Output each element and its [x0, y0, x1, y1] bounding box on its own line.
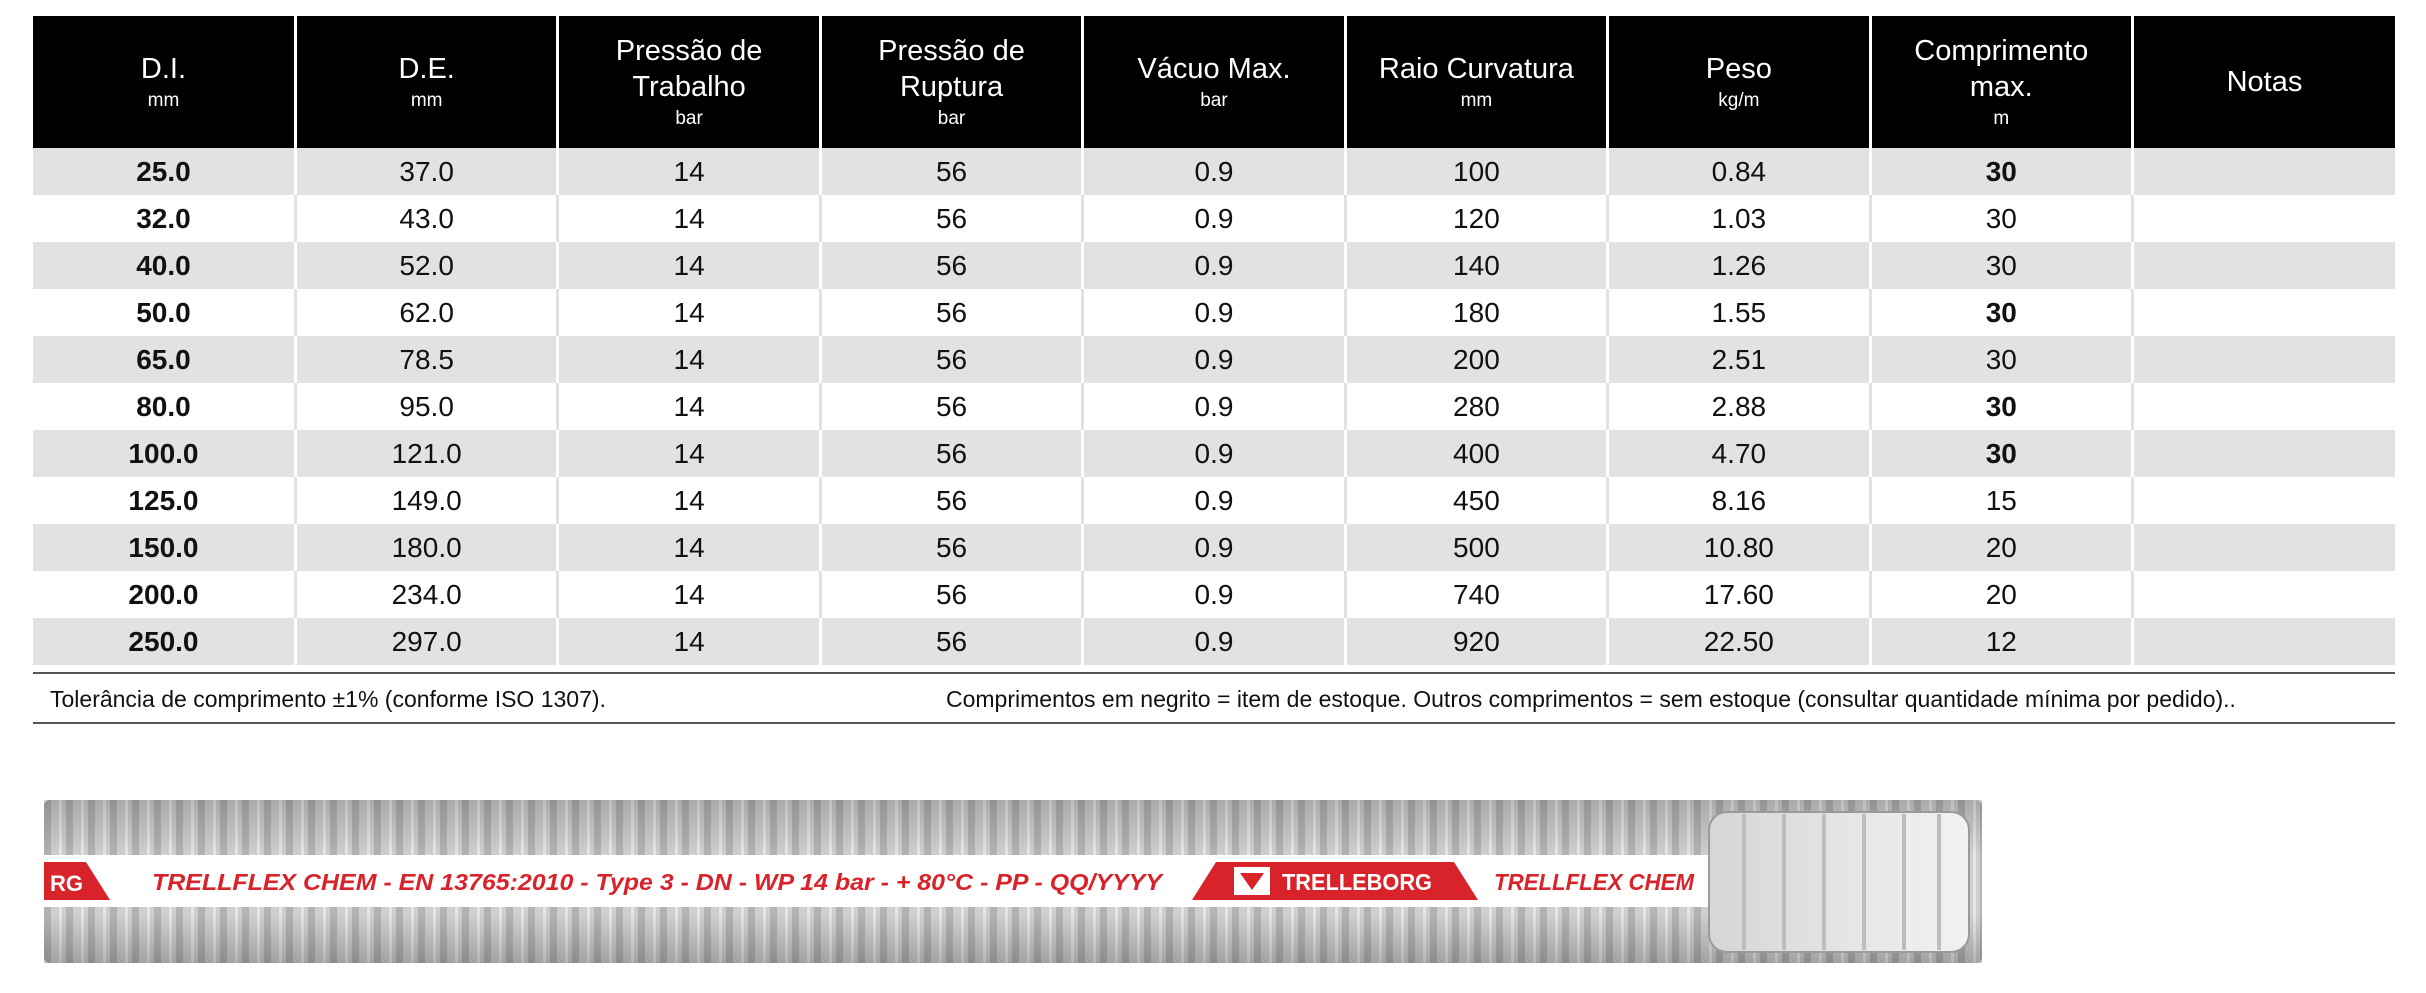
- trelleborg-logo-icon: [1234, 867, 1270, 895]
- outer-diameter-cell: 180.0: [295, 524, 557, 571]
- weight-cell: 22.50: [1608, 618, 1870, 665]
- max-length-cell: 20: [1870, 571, 2132, 618]
- burst-pressure-cell: 56: [820, 618, 1082, 665]
- max-length-cell: 30: [1870, 336, 2132, 383]
- burst-pressure-cell: 56: [820, 336, 1082, 383]
- column-header: [820, 16, 1082, 148]
- burst-pressure-cell: 56: [820, 430, 1082, 477]
- bend-radius-cell: 180: [1345, 289, 1607, 336]
- working-pressure-cell: 14: [558, 336, 820, 383]
- weight-cell: 2.51: [1608, 336, 1870, 383]
- outer-diameter-cell: 149.0: [295, 477, 557, 524]
- working-pressure-cell: 14: [558, 430, 820, 477]
- footnote-bottom-rule: [33, 722, 2395, 724]
- table-row: [33, 336, 2395, 383]
- column-header: [1870, 16, 2132, 148]
- table-row: [33, 430, 2395, 477]
- inner-diameter-cell: 50.0: [33, 289, 295, 336]
- column-header-unit: mm: [1460, 90, 1493, 111]
- table-body: [33, 148, 2395, 665]
- bend-radius-cell: 140: [1345, 242, 1607, 289]
- weight-cell: 1.26: [1608, 242, 1870, 289]
- weight-cell: 4.70: [1608, 430, 1870, 477]
- table-row: [33, 383, 2395, 430]
- notes-cell: [2133, 524, 2396, 571]
- column-header-unit: bar: [675, 108, 703, 129]
- outer-diameter-cell: 43.0: [295, 195, 557, 242]
- inner-diameter-cell: 25.0: [33, 148, 295, 195]
- bend-radius-cell: 450: [1345, 477, 1607, 524]
- column-header: [33, 16, 295, 148]
- column-header-label: Raio Curvatura: [1378, 53, 1574, 85]
- column-header-label: Vácuo Max.: [1137, 53, 1291, 85]
- column-header-label: Notas: [2226, 66, 2303, 98]
- column-header: [1608, 16, 1870, 148]
- column-header: [1083, 16, 1345, 148]
- column-header-label: Pressão de Ruptura: [878, 35, 1025, 103]
- notes-cell: [2133, 336, 2396, 383]
- max-length-cell: 30: [1870, 289, 2132, 336]
- inner-diameter-cell: 250.0: [33, 618, 295, 665]
- inner-diameter-cell: 40.0: [33, 242, 295, 289]
- burst-pressure-cell: 56: [820, 524, 1082, 571]
- max-length-cell: 30: [1870, 430, 2132, 477]
- hose-marking-repeat: TRELLFLEX CHEM: [1494, 869, 1695, 895]
- column-header-unit: mm: [410, 90, 443, 111]
- column-header: [295, 16, 557, 148]
- outer-diameter-cell: 62.0: [295, 289, 557, 336]
- table-row: [33, 289, 2395, 336]
- vacuum-cell: 0.9: [1083, 195, 1345, 242]
- column-header-unit: bar: [937, 108, 966, 129]
- stock-note: Comprimentos em negrito = item de estoque. Outros comprimentos = sem estoque (consultar quantidade mínima por pedido)..: [946, 686, 2236, 712]
- weight-cell: 2.88: [1608, 383, 1870, 430]
- vacuum-cell: 0.9: [1083, 618, 1345, 665]
- hose-marking-text: TRELLFLEX CHEM - EN 13765:2010 - Type 3 - DN - WP 14 bar - + 80°C - PP - QQ/YYYY: [152, 869, 1165, 895]
- table-row: [33, 477, 2395, 524]
- notes-cell: [2133, 383, 2396, 430]
- burst-pressure-cell: 56: [820, 195, 1082, 242]
- vacuum-cell: 0.9: [1083, 336, 1345, 383]
- vacuum-cell: 0.9: [1083, 242, 1345, 289]
- notes-cell: [2133, 571, 2396, 618]
- burst-pressure-cell: 56: [820, 148, 1082, 195]
- bend-radius-cell: 740: [1345, 571, 1607, 618]
- weight-cell: 1.03: [1608, 195, 1870, 242]
- vacuum-cell: 0.9: [1083, 477, 1345, 524]
- outer-diameter-cell: 95.0: [295, 383, 557, 430]
- burst-pressure-cell: 56: [820, 477, 1082, 524]
- column-header: [1345, 16, 1607, 148]
- notes-cell: [2133, 618, 2396, 665]
- column-header: [2133, 16, 2396, 148]
- notes-cell: [2133, 430, 2396, 477]
- table-row: [33, 524, 2395, 571]
- tolerance-note: Tolerância de comprimento ±1% (conforme ISO 1307).: [50, 686, 606, 712]
- inner-diameter-cell: 100.0: [33, 430, 295, 477]
- weight-cell: 8.16: [1608, 477, 1870, 524]
- working-pressure-cell: 14: [558, 477, 820, 524]
- working-pressure-cell: 14: [558, 618, 820, 665]
- column-header-label: D.E.: [398, 53, 455, 85]
- bend-radius-cell: 400: [1345, 430, 1607, 477]
- burst-pressure-cell: 56: [820, 289, 1082, 336]
- weight-cell: 1.55: [1608, 289, 1870, 336]
- table-row: [33, 618, 2395, 665]
- bend-radius-cell: 920: [1345, 618, 1607, 665]
- vacuum-cell: 0.9: [1083, 289, 1345, 336]
- brand-fragment: RG: [50, 871, 83, 896]
- bend-radius-cell: 100: [1345, 148, 1607, 195]
- column-header-unit: mm: [147, 90, 180, 111]
- max-length-cell: 12: [1870, 618, 2132, 665]
- outer-diameter-cell: 297.0: [295, 618, 557, 665]
- bend-radius-cell: 500: [1345, 524, 1607, 571]
- working-pressure-cell: 14: [558, 242, 820, 289]
- notes-cell: [2133, 289, 2396, 336]
- inner-diameter-cell: 200.0: [33, 571, 295, 618]
- burst-pressure-cell: 56: [820, 383, 1082, 430]
- inner-diameter-cell: 125.0: [33, 477, 295, 524]
- notes-cell: [2133, 195, 2396, 242]
- max-length-cell: 15: [1870, 477, 2132, 524]
- outer-diameter-cell: 37.0: [295, 148, 557, 195]
- max-length-cell: 30: [1870, 383, 2132, 430]
- outer-diameter-cell: 78.5: [295, 336, 557, 383]
- vacuum-cell: 0.9: [1083, 383, 1345, 430]
- working-pressure-cell: 14: [558, 148, 820, 195]
- working-pressure-cell: 14: [558, 524, 820, 571]
- vacuum-cell: 0.9: [1083, 148, 1345, 195]
- table-header-row: [33, 16, 2395, 148]
- bend-radius-cell: 280: [1345, 383, 1607, 430]
- vacuum-cell: 0.9: [1083, 524, 1345, 571]
- bend-radius-cell: 200: [1345, 336, 1607, 383]
- table-row: [33, 148, 2395, 195]
- column-header-label: Pressão de Trabalho: [615, 35, 763, 103]
- brand-name: TRELLEBORG: [1282, 869, 1432, 895]
- working-pressure-cell: 14: [558, 571, 820, 618]
- notes-cell: [2133, 242, 2396, 289]
- bend-radius-cell: 120: [1345, 195, 1607, 242]
- inner-diameter-cell: 65.0: [33, 336, 295, 383]
- outer-diameter-cell: 234.0: [295, 571, 557, 618]
- max-length-cell: 20: [1870, 524, 2132, 571]
- burst-pressure-cell: 56: [820, 242, 1082, 289]
- table-row: [33, 571, 2395, 618]
- weight-cell: 10.80: [1608, 524, 1870, 571]
- inner-diameter-cell: 80.0: [33, 383, 295, 430]
- working-pressure-cell: 14: [558, 289, 820, 336]
- hose-illustration: [44, 800, 1982, 963]
- vacuum-cell: 0.9: [1083, 571, 1345, 618]
- working-pressure-cell: 14: [558, 383, 820, 430]
- notes-cell: [2133, 148, 2396, 195]
- inner-diameter-cell: 150.0: [33, 524, 295, 571]
- column-header: [558, 16, 820, 148]
- column-header-label: D.I.: [140, 53, 187, 85]
- column-header-label: Comprimento max.: [1914, 35, 2089, 103]
- weight-cell: 17.60: [1608, 571, 1870, 618]
- weight-cell: 0.84: [1608, 148, 1870, 195]
- outer-diameter-cell: 52.0: [295, 242, 557, 289]
- outer-diameter-cell: 121.0: [295, 430, 557, 477]
- column-header-unit: m: [1993, 108, 2010, 129]
- max-length-cell: 30: [1870, 148, 2132, 195]
- inner-diameter-cell: 32.0: [33, 195, 295, 242]
- vacuum-cell: 0.9: [1083, 430, 1345, 477]
- table-row: [33, 242, 2395, 289]
- footnote-top-rule: [33, 672, 2395, 674]
- table-row: [33, 195, 2395, 242]
- burst-pressure-cell: 56: [820, 571, 1082, 618]
- notes-cell: [2133, 477, 2396, 524]
- max-length-cell: 30: [1870, 195, 2132, 242]
- hose-spec-table: [33, 16, 2395, 665]
- column-header-unit: kg/m: [1718, 90, 1760, 111]
- column-header-label: Peso: [1705, 53, 1772, 85]
- hose-end: [1709, 812, 1969, 952]
- working-pressure-cell: 14: [558, 195, 820, 242]
- column-header-unit: bar: [1200, 90, 1228, 111]
- max-length-cell: 30: [1870, 242, 2132, 289]
